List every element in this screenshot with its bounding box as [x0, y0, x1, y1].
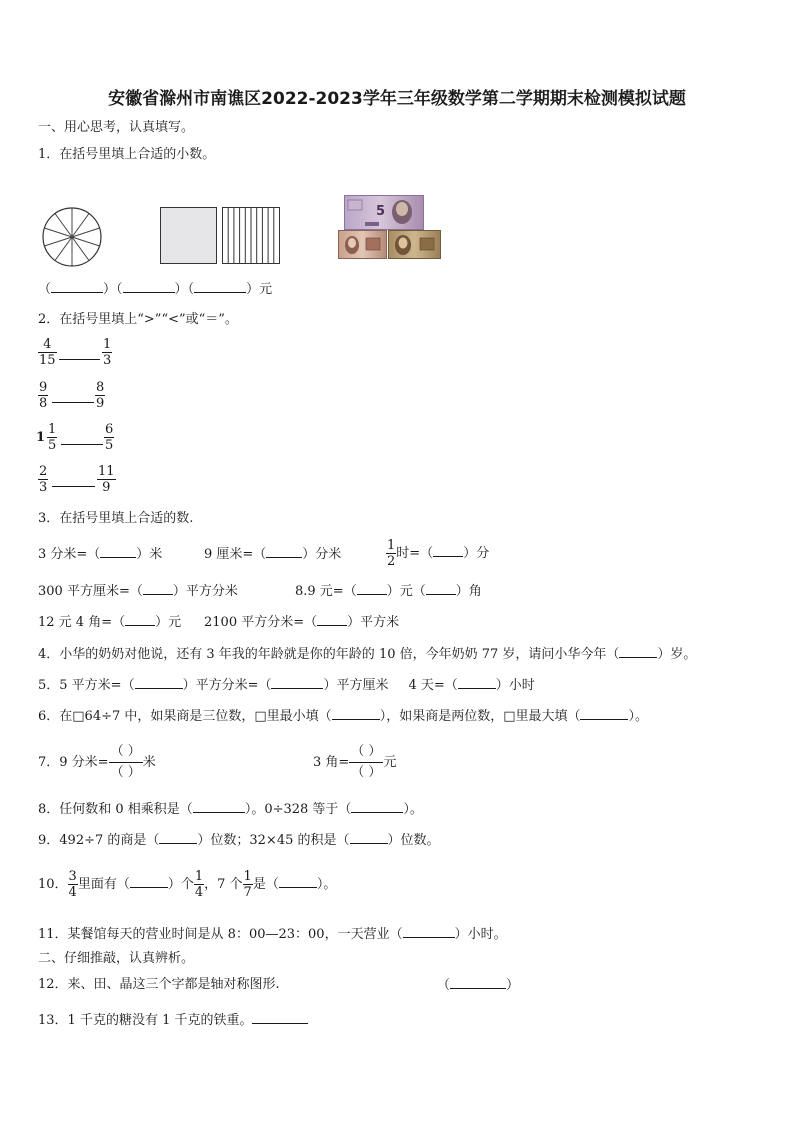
fraction: $\frac{1}{2}$ [387, 538, 396, 569]
answer-blank[interactable] [317, 613, 347, 626]
answer-blank[interactable] [159, 831, 197, 844]
fraction: $\frac{1}{4}$ [194, 869, 204, 900]
page-title: 安徽省滁州市南谯区2022-2023学年三年级数学第二学期期末检测模拟试题 [108, 89, 686, 109]
question-13: 13．1 千克的糖没有 1 千克的铁重。 [38, 1011, 308, 1030]
answer-blank[interactable] [433, 544, 463, 557]
compare-blank[interactable] [61, 444, 103, 445]
question-10: 10． $\frac{3}{4}$ 里面有（ ）个 $\frac{1}{4}$ ，7 个 $\frac{1}{7}$ 是（ ）。 [38, 869, 337, 900]
fraction: $\frac{3}{4}$ [68, 869, 77, 900]
banknote-five-yuan [344, 195, 424, 230]
compare-blank[interactable] [52, 486, 95, 487]
fraction: $\frac{11}{9}$ [98, 464, 115, 495]
q3-item: 2100 平方分米=（ ）平方米 [204, 615, 400, 630]
answer-blank[interactable] [51, 280, 103, 293]
fraction: $\frac{1}{5}$ [48, 422, 57, 453]
fraction: $\frac{8}{9}$ [96, 380, 105, 411]
answer-blank[interactable] [123, 280, 175, 293]
q3-item: 300 平方厘米=（ ）平方分米 [38, 584, 238, 599]
banknote-value: 5 [376, 204, 386, 219]
question-12: 12．来、田、晶这三个字都是轴对称图形. [38, 977, 280, 992]
answer-blank[interactable] [619, 645, 657, 658]
question-9: 9．492÷7 的商是（ ）位数；32×45 的积是（ ）位数。 [38, 833, 440, 848]
answer-blank[interactable] [266, 545, 302, 558]
answer-blank[interactable] [143, 582, 173, 595]
answer-blank[interactable] [125, 613, 155, 626]
compare-blank[interactable] [52, 402, 94, 403]
question-6: 6．在□64÷7 中，如果商是三位数，□里最小填（ ），如果商是两位数，□里最大填（ ）。 [38, 709, 648, 724]
answer-blank[interactable] [357, 582, 387, 595]
question-7b: 3 角= $\frac{( )}{( )}$ 元 [313, 742, 396, 783]
question-8: 8．任何数和 0 相乘积是（ ）。0÷328 等于（ ）。 [38, 802, 423, 817]
answer-blank[interactable] [193, 800, 245, 813]
answer-blank[interactable] [580, 707, 628, 720]
q3-item: 3 分米=（ ）米 [38, 547, 163, 562]
q3-item: 12 元 4 角=（ ）元 [38, 615, 182, 630]
answer-blank[interactable] [130, 875, 168, 888]
answer-blank[interactable] [351, 800, 403, 813]
q3-item: $\frac{1}{2}$ 时=（ ）分 [387, 538, 490, 569]
section-heading-2: 二、仔细推敲，认真辨析。 [38, 951, 195, 966]
divided-circle-figure [40, 205, 104, 269]
fraction: $\frac{6}{5}$ [105, 422, 114, 453]
fraction: $\frac{2}{3}$ [39, 464, 48, 495]
fraction-blank[interactable]: $\frac{( )}{( )}$ [351, 744, 382, 780]
banknote-one-jiao [338, 230, 387, 259]
answer-blank[interactable] [426, 582, 456, 595]
question-1-answers: （ ）（ ）（ ）元 [38, 282, 273, 297]
fraction: $\frac{1}{7}$ [243, 869, 252, 900]
banknote-jiao [388, 230, 441, 259]
answer-blank[interactable] [450, 976, 506, 989]
fraction: $\frac{4}{15}$ [39, 337, 56, 368]
fraction: $\frac{9}{8}$ [39, 380, 48, 411]
q3-item: 8.9 元=（ ）元（ ）角 [295, 584, 482, 599]
striped-square-figure [222, 207, 280, 264]
answer-blank[interactable] [271, 676, 323, 689]
fraction-blank[interactable]: $\frac{( )}{( )}$ [110, 744, 141, 780]
question-3: 3．在括号里填上合适的数. [38, 511, 194, 526]
question-5: 5．5 平方米=（ ）平方分米=（ ）平方厘米 4 天=（ ）小时 [38, 678, 535, 693]
answer-blank[interactable] [332, 707, 380, 720]
answer-blank[interactable] [252, 1011, 308, 1024]
answer-blank[interactable] [458, 676, 496, 689]
answer-blank[interactable] [350, 831, 388, 844]
answer-blank[interactable] [279, 875, 317, 888]
answer-blank[interactable] [135, 676, 183, 689]
compare-blank[interactable] [59, 359, 100, 360]
question-4: 4．小华的奶奶对他说，还有 3 年我的年龄就是你的年龄的 10 倍，今年奶奶 77 岁，请问小华今年（ ）岁。 [38, 647, 697, 662]
question-11: 11．某餐馆每天的营业时间是从 8：00—23：00，一天营业（ ）小时。 [38, 927, 507, 942]
question-7: 7．9 分米= $\frac{( )}{( )}$ 米 [38, 742, 156, 783]
answer-blank[interactable] [194, 280, 246, 293]
q3-item: 9 厘米=（ ）分米 [204, 547, 342, 562]
question-1: 1．在括号里填上合适的小数。 [38, 147, 216, 162]
fraction: $\frac{1}{3}$ [103, 337, 112, 368]
grey-square-figure [160, 207, 217, 264]
judgement-answer: （ ） [437, 978, 520, 993]
answer-blank[interactable] [403, 925, 455, 938]
section-heading-1: 一、用心思考，认真填写。 [38, 120, 195, 135]
answer-blank[interactable] [100, 545, 136, 558]
question-2: 2．在括号里填上“>”“<”或“＝”。 [38, 312, 238, 327]
